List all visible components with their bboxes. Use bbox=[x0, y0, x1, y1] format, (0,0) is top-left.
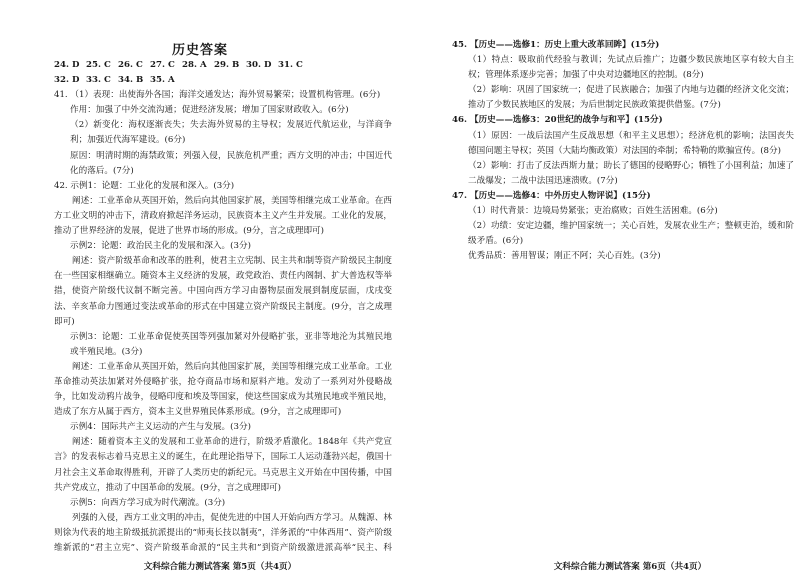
page-title: 历史答案 bbox=[171, 43, 228, 58]
answer-41-reason: 原因：明清时期的海禁政策；列强入侵，民族危机严重；西方文明的冲击；中国近代化的落后。(7分) bbox=[70, 150, 392, 176]
answer-47-2: （2）功绩：安定边疆，维护国家统一；关心百姓，发展农业生产；整顿吏治，缓和阶级矛盾。(6分) bbox=[468, 221, 794, 247]
answer-item: 26. C bbox=[118, 60, 143, 70]
answer-47-quality: 优秀品质：善用智谋；刚正不阿；关心百姓。(3分) bbox=[468, 251, 661, 262]
answer-45-1: （1）特点：吸取前代经验与教训；先试点后推广；边疆少数民族地区享有较大自主权；管理体系逐步完善；加强了中央对边疆地区的控制。(8分) bbox=[468, 55, 794, 81]
answer-42-example-5-text: 列强的入侵，西方工业文明的冲击，促使先进的中国人开始向西方学习。从魏源、林则徐为代表的地主阶级抵抗派提出的“师夷长技以制夷”，洋务派的“中体西用”、资产阶级维新派的“君主立宪”、资产阶级革命派的“民主共和”到资产阶级激进派高举“民主、科 bbox=[54, 512, 392, 553]
right-page bbox=[400, 0, 800, 578]
answer-item: 33. C bbox=[86, 75, 111, 86]
answer-42-example-3-topic: 示例3：论题：工业革命促使英国等列强加紧对外侵略扩张，亚非等地沦为其殖民地或半殖民地。(3分) bbox=[70, 331, 392, 357]
answer-item: 24. D bbox=[54, 60, 80, 70]
answer-42-example-4-topic: 示例4：国际共产主义运动的产生与发展。(3分) bbox=[70, 422, 251, 433]
answers-row-1 bbox=[54, 58, 392, 73]
answer-item: 35. A bbox=[150, 75, 175, 86]
answer-41-effect: 作用：加强了中外交流沟通；促进经济发展；增加了国家财政收入。(6分) bbox=[70, 105, 349, 116]
answers-row-2 bbox=[54, 73, 392, 88]
answer-item: 25. C bbox=[86, 60, 111, 70]
answer-item: 31. C bbox=[278, 60, 303, 70]
answer-41-1: 41. （1）表现：出使海外各国；海洋交通发达；海外贸易繁荣；设置机构管理。(6分) bbox=[54, 90, 381, 101]
answer-item: 28. A bbox=[182, 60, 207, 70]
left-column bbox=[54, 34, 392, 554]
answer-item: 27. C bbox=[150, 60, 175, 70]
answer-47-heading: 47. 【历史——选修4：中外历史人物评说】(15分) bbox=[452, 190, 651, 201]
right-column bbox=[452, 38, 794, 554]
answer-47-1: （1）时代背景：边境局势紧张；吏治腐败；百姓生活困难。(6分) bbox=[468, 206, 718, 217]
answer-item: 29. B bbox=[214, 60, 240, 70]
answer-item: 32. D bbox=[54, 75, 80, 86]
answer-46-1: （1）原因：一战后法国产生反战思想（和平主义思想）；经济危机的影响；法国丧失德国问题主导权；英国（大陆均衡政策）对法国的牵制；希特勒的欺骗宣传。(8分) bbox=[468, 130, 794, 156]
page-footer: 文科综合能力测试答案 第6页（共4页） bbox=[553, 562, 707, 572]
answer-item: 30. D bbox=[246, 60, 272, 70]
answer-42-example-2-text: 阐述：资产阶级革命和改革的胜利，使君主立宪制、民主共和制等资产阶级民主制度在一些国家相继确立。随资本主义经济的发展，政党政治、责任内阁制、扩大普选权等举措，使资产阶级代议制不断完善。中国向西方学习由器物层面发展到制度层面，戊戌变法、辛亥革命力图通过变法或革命的形式在中国建立资产阶级民主制度。(9分，言之成理即可) bbox=[54, 256, 392, 327]
answer-42-example-4-text: 阐述：随着资本主义的发展和工业革命的进行，阶级矛盾激化。1848年《共产党宣言》的发表标志着马克思主义的诞生，在此理论指导下，国际工人运动蓬勃兴起，俄国十月社会主义革命取得胜利，开辟了人类历史的新纪元。马克思主义开始在中国传播，中国共产党成立，推动了中国革命的发展。(9分，言之成理即可) bbox=[54, 437, 392, 493]
answer-46-2: （2）影响：打击了反法西斯力量；助长了德国的侵略野心；牺牲了小国利益；加速了二战爆发；二战中法国迅速溃败。(7分) bbox=[468, 160, 794, 186]
answer-42-example-2-topic: 示例2：论题：政治民主化的发展和深入。(3分) bbox=[70, 241, 251, 252]
page-footer: 文科综合能力测试答案 第5页（共4页） bbox=[143, 562, 297, 572]
answer-45-heading: 45. 【历史——选修1：历史上重大改革回眸】(15分) bbox=[452, 40, 660, 50]
answer-41-2: （2）新变化：海权逐渐丧失；失去海外贸易的主导权；发展近代航运业，与洋商争利；加强近代海军建设。(6分) bbox=[70, 120, 392, 146]
answer-42-example-1-text: 阐述：工业革命从英国开始，然后向其他国家扩展，美国等相继完成工业革命。在西方工业文明的冲击下，清政府掀起洋务运动，民族资本主义产生并发展。工业化的发展，推动了世界经济的发展，促进了世界市场的形成。(9分，言之成理即可) bbox=[54, 195, 392, 237]
answer-42-example-5-topic: 示例5：向西方学习成为时代潮流。(3分) bbox=[70, 497, 226, 508]
answer-42-example-3-text: 阐述：工业革命从英国开始，然后向其他国家扩展，美国等相继完成工业革命。工业革命推动英法加紧对外侵略扩张，抢夺商品市场和原料产地。发动了一系列对外侵略战争，比如发动鸦片战争，侵略印度和埃及等国家，使这些国家成为其殖民地或半殖民地，造成了东方从属于西方，资本主义世界殖民体系形成。(9分，言之成理即可) bbox=[54, 361, 392, 418]
answer-item: 34. B bbox=[118, 75, 144, 86]
answer-42-example-1-topic: 42. 示例1：论题：工业化的发展和深入。(3分) bbox=[54, 180, 235, 191]
answer-45-2: （2）影响：巩固了国家统一；促进了民族融合；加强了内地与边疆的经济文化交流；推动了少数民族地区的发展；为后世制定民族政策提供借鉴。(7分) bbox=[468, 85, 794, 111]
answer-46-heading: 46. 【历史——选修3：20世纪的战争与和平】(15分) bbox=[452, 115, 663, 126]
multiple-choice-answers bbox=[54, 58, 392, 88]
